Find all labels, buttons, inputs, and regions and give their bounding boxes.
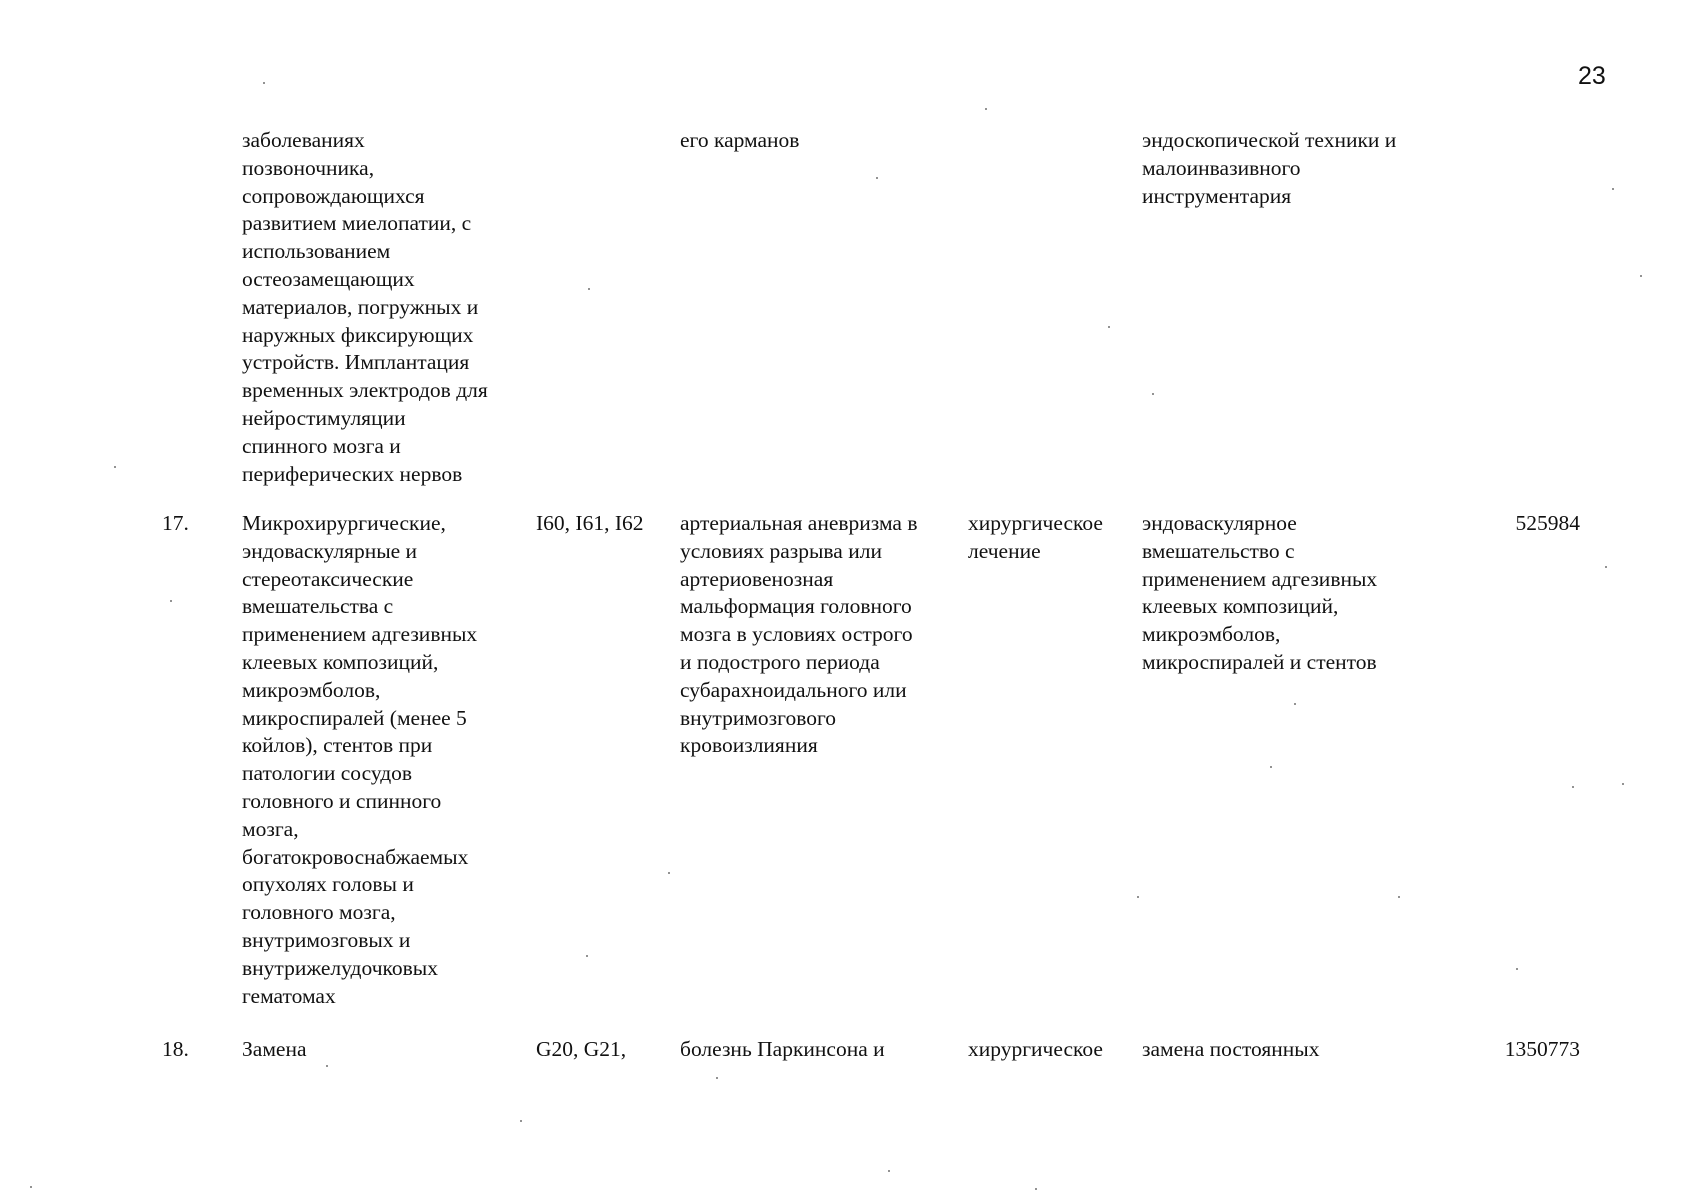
scan-speck — [1035, 1188, 1037, 1190]
row-number-cell: 18. — [162, 1037, 189, 1061]
scan-speck — [1294, 703, 1296, 705]
scan-speck — [114, 466, 116, 468]
row-cost-cell: 525984 — [1515, 511, 1580, 535]
row-method-cell: эндоскопической техники и малоинвазивного инструментария — [1142, 128, 1397, 208]
scan-speck — [1605, 566, 1607, 568]
row-number-cell: 17. — [162, 511, 189, 535]
row-model-cell: его карманов — [680, 128, 800, 152]
row-name-cell: Замена — [242, 1037, 307, 1061]
scan-speck — [876, 177, 878, 179]
scan-speck — [1270, 766, 1272, 768]
scan-speck — [588, 288, 590, 290]
scan-speck — [668, 872, 670, 874]
row-icd-cell: I60, I61, I62 — [536, 511, 644, 535]
page-number: 23 — [1578, 62, 1606, 90]
scan-speck — [1640, 275, 1642, 277]
scan-speck — [170, 600, 172, 602]
row-icd-cell: G20, G21, — [536, 1037, 627, 1061]
scan-speck — [888, 1170, 890, 1172]
scan-speck — [263, 82, 265, 84]
row-treatment-type-cell: хирургическое лечение — [968, 511, 1103, 563]
scan-speck — [520, 1120, 522, 1122]
row-model-cell: болезнь Паркинсона и — [680, 1037, 885, 1061]
scan-speck — [1612, 188, 1614, 190]
row-name-cell: заболеваниях позвоночника, сопровождающихся развитием миелопатии, с использованием остеозамещающих материалов, погружных и наружных фиксирующих устройств. Имплантация временных электродов для нейростимуляции спинного мозга и периферических нервов — [242, 128, 488, 486]
scan-speck — [716, 1077, 718, 1079]
row-name-cell: Микрохирургические, эндоваскулярные и стереотаксические вмешательства с применением адгезивных клеевых композиций, микроэмболов, микроспиралей (менее 5 койлов), стентов при патологии сосудов головного и спинного мозга, богатокровоснабжаемых опухолях головы и головного мозга, внутримозговых и внутрижелудочковых гематомах — [242, 511, 478, 1008]
row-cost-cell: 1350773 — [1504, 1037, 1580, 1061]
scan-speck — [1516, 968, 1518, 970]
scan-speck — [1108, 326, 1110, 328]
row-method-cell: замена постоянных — [1142, 1037, 1320, 1061]
scan-speck — [1152, 393, 1154, 395]
scan-speck — [30, 1186, 32, 1188]
row-method-cell: эндоваскулярное вмешательство с применением адгезивных клеевых композиций, микроэмболов, микроспиралей и стентов — [1142, 511, 1378, 674]
scan-speck — [985, 108, 987, 110]
scan-speck — [1622, 783, 1624, 785]
scan-speck — [326, 1065, 328, 1067]
row-model-cell: артериальная аневризма в условиях разрыва или артериовенозная мальформация головного мозга в условиях острого и подострого периода субарахноидального или внутримозгового кровоизлияния — [680, 511, 918, 758]
scan-speck — [1572, 786, 1574, 788]
scan-speck — [586, 955, 588, 957]
scan-speck — [1137, 896, 1139, 898]
row-treatment-type-cell: хирургическое — [968, 1037, 1103, 1061]
scan-speck — [1398, 896, 1400, 898]
